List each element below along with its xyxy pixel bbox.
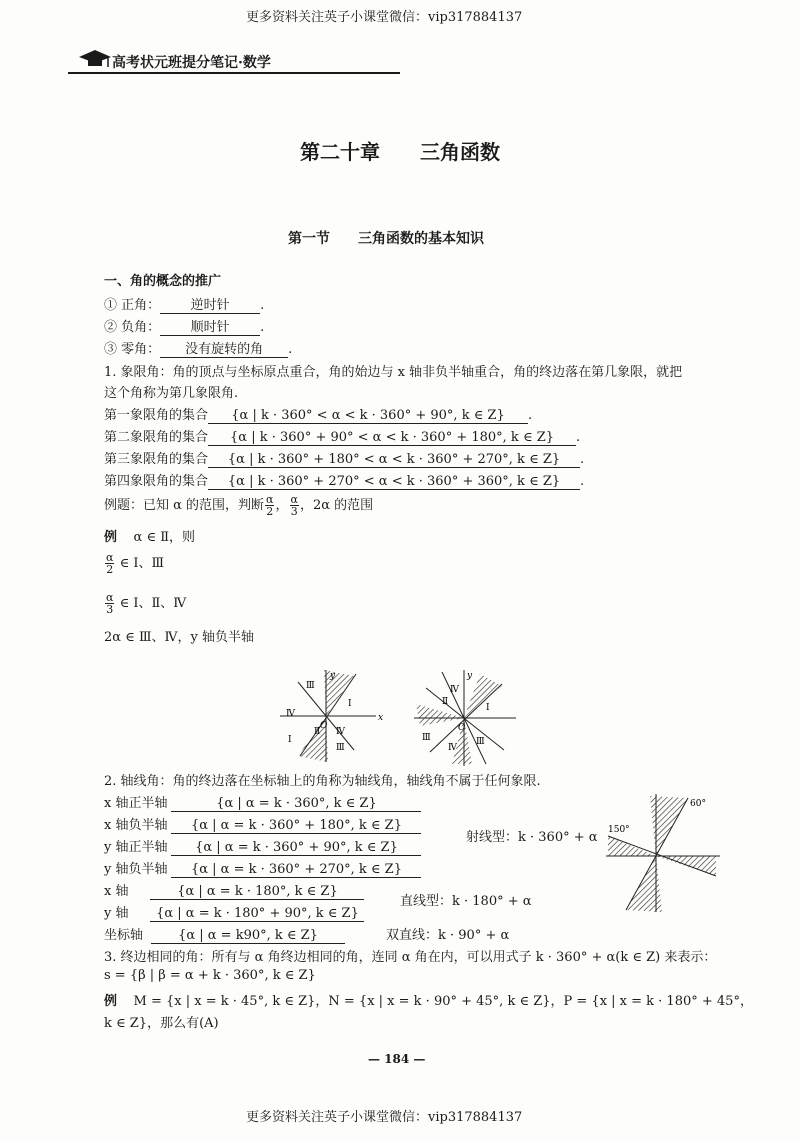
answer-blank: {α | α = k · 180° + 90°, k ∈ Z} <box>150 906 364 922</box>
example2-line-1: 例 M = {x | x = k · 45°, k ∈ Z}，N = {x | x = k · 90° + 45°, k ∈ Z}，P = {x | x = k · 180° + 45°， <box>104 994 753 1009</box>
chapter-title: 第二十章 三角函数 <box>300 140 500 164</box>
example1-prompt: 例题：已知 α 的范围，判断 $\frac{\alpha}{2}$ ， $\frac{\alpha}{3}$ ，2α 的范围 <box>104 493 374 518</box>
quadrant-figure-third <box>412 668 520 772</box>
header-watermark: 更多资料关注英子小课堂微信：vip317884137 <box>246 10 523 25</box>
book-title: 高考状元班提分笔记·数学 <box>112 55 271 71</box>
quadrant-label: Ⅳ <box>450 685 459 695</box>
quadrant-angle-text: 1. 象限角：角的顶点与坐标原点重合，角的始边与 x 轴非负半轴重合，角的终边落在第几象限，就把 <box>104 365 683 380</box>
quadrant-label: Ⅳ <box>286 709 295 719</box>
part1-heading: 一、角的概念的推广 <box>104 274 222 289</box>
quadrant-label: Ⅲ <box>336 743 345 753</box>
quadrant-set-3: 第三象限角的集合 {α | k · 360° + 180° < α < k · 360° + 270°, k ∈ Z} . <box>104 452 585 467</box>
answer-blank: {α | k · 360° < α < k · 360° + 90°, k ∈ Z} <box>208 408 528 424</box>
coterminal-text: 3. 终边相同的角：所有与 α 角终边相同的角，连同 α 角在内，可以用式子 k · 360° + α(k ∈ Z) 来表示： <box>104 950 717 965</box>
ray-type: 射线型：k · 360° + α <box>466 830 598 845</box>
answer-blank: {α | α = k · 360°, k ∈ Z} <box>171 796 421 812</box>
quadrant-label: Ⅳ <box>448 743 457 753</box>
def-zero-angle: ③ 零角： 没有旋转的角 . <box>104 338 292 358</box>
answer-blank: {α | k · 360° + 270° < α < k · 360° + 360°, k ∈ Z} <box>208 474 580 490</box>
quadrant-label: Ⅰ <box>288 735 292 745</box>
axis-set-y-pos: y 轴正半轴 {α | α = k · 360° + 90°, k ∈ Z} <box>104 836 421 856</box>
coterminal-set: s = {β | β = α + k · 360°, k ∈ Z} <box>104 968 316 983</box>
origin-label: O <box>458 723 466 733</box>
answer-blank: {α | k · 360° + 90° < α < k · 360° + 180°, k ∈ Z} <box>208 430 576 446</box>
section-title: 第一节 三角函数的基本知识 <box>288 231 484 247</box>
angle-60-label: 60° <box>690 799 706 809</box>
quadrant-label: Ⅲ <box>476 737 485 747</box>
angle-150-label: 150° <box>608 825 630 835</box>
answer-blank: {α | α = k · 360° + 270°, k ∈ Z} <box>171 862 421 878</box>
double-line-type: 双直线：k · 90° + α <box>386 928 510 943</box>
axis-y-label: y <box>467 671 473 681</box>
line-type: 直线型：k · 180° + α <box>400 894 532 909</box>
axis-set-y-neg: y 轴负半轴 {α | α = k · 360° + 270°, k ∈ Z} <box>104 858 421 878</box>
origin-label: O <box>320 721 328 731</box>
axis-set-y: y 轴 {α | α = k · 180° + 90°, k ∈ Z} <box>104 902 364 922</box>
header-rule <box>68 72 400 74</box>
axis-set-x-pos: x 轴正半轴 {α | α = k · 360°, k ∈ Z} <box>104 792 421 812</box>
quadrant-set-2: 第二象限角的集合 {α | k · 360° + 90° < α < k · 360° + 180°, k ∈ Z} . <box>104 430 581 445</box>
answer-blank: 逆时针 <box>160 294 260 314</box>
page-number: — 184 — <box>368 1052 426 1066</box>
answer-blank: {α | α = k90°, k ∈ Z} <box>151 928 345 944</box>
answer-blank: {α | α = k · 180°, k ∈ Z} <box>150 884 364 900</box>
example1-result-2: $\frac{\alpha}{3}$ ∈ Ⅰ、Ⅱ、Ⅳ <box>106 591 187 616</box>
axis-set-x: x 轴 {α | α = k · 180°, k ∈ Z} <box>104 880 364 900</box>
quadrant-figure-half <box>276 668 386 768</box>
terminal-side-figure <box>604 792 726 918</box>
quadrant-set-1: 第一象限角的集合 {α | k · 360° < α < k · 360° + 90°, k ∈ Z} . <box>104 408 533 423</box>
axis-set-coord: 坐标轴 {α | α = k90°, k ∈ Z} <box>104 924 345 944</box>
axis-y-label: y <box>330 671 336 681</box>
quadrant-label: Ⅲ <box>306 681 315 691</box>
answer-blank: 没有旋转的角 <box>160 338 288 358</box>
answer-blank: {α | α = k · 360° + 180°, k ∈ Z} <box>171 818 421 834</box>
axis-x-label: x <box>378 713 384 723</box>
axis-angle-text: 2. 轴线角：角的终边落在坐标轴上的角称为轴线角，轴线角不属于任何象限. <box>104 774 541 789</box>
answer-blank: 顺时针 <box>160 316 260 336</box>
quadrant-label: Ⅱ <box>442 697 449 707</box>
example1-result-3: 2α ∈ Ⅲ、Ⅳ，y 轴负半轴 <box>104 630 254 645</box>
answer-blank: {α | α = k · 360° + 90°, k ∈ Z} <box>171 840 421 856</box>
quadrant-label: Ⅳ <box>336 727 345 737</box>
example2-line-2: k ∈ Z}，那么有(A) <box>104 1016 219 1031</box>
quadrant-label: Ⅰ <box>348 699 352 709</box>
answer-blank: {α | k · 360° + 180° < α < k · 360° + 270°, k ∈ Z} <box>208 452 580 468</box>
example1-result-1: $\frac{\alpha}{2}$ ∈ Ⅰ、Ⅲ <box>106 551 165 576</box>
footer-watermark: 更多资料关注英子小课堂微信：vip317884137 <box>246 1110 523 1125</box>
example1-condition: 例 α ∈ Ⅱ，则 <box>104 530 196 545</box>
quadrant-set-4: 第四象限角的集合 {α | k · 360° + 270° < α < k · 360° + 360°, k ∈ Z} . <box>104 474 585 489</box>
quadrant-label: Ⅱ <box>314 727 321 737</box>
graduation-cap-icon <box>78 48 112 74</box>
quadrant-label: Ⅰ <box>486 703 490 713</box>
quadrant-angle-text-2: 这个角称为第几象限角. <box>104 386 239 401</box>
def-positive-angle: ① 正角： 逆时针 . <box>104 294 264 314</box>
axis-set-x-neg: x 轴负半轴 {α | α = k · 360° + 180°, k ∈ Z} <box>104 814 421 834</box>
def-negative-angle: ② 负角： 顺时针 . <box>104 316 264 336</box>
quadrant-label: Ⅲ <box>422 733 431 743</box>
